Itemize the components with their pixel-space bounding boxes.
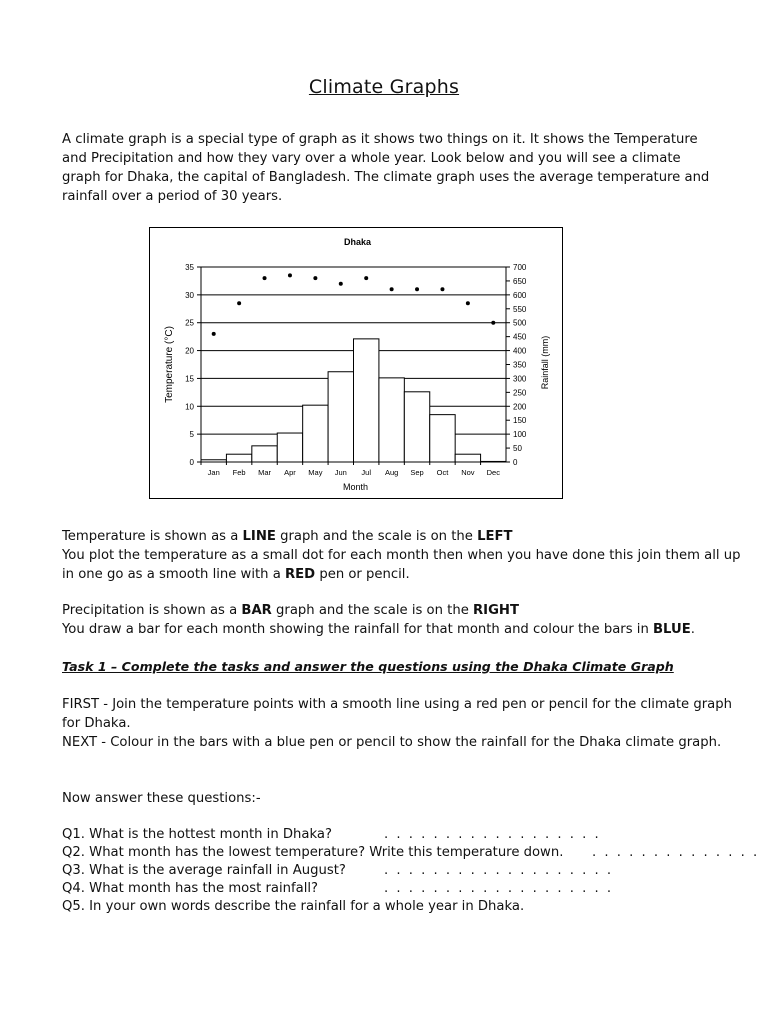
answer-line: . . . . . . . . . . . . . .: [592, 845, 760, 860]
x-tick-label: Sep: [410, 468, 424, 477]
right-tick-label: 350: [513, 360, 527, 370]
rainfall-bar: [328, 372, 353, 462]
x-tick-label: Jul: [361, 468, 372, 477]
temperature-point: [491, 321, 495, 325]
intro-paragraph: A climate graph is a special type of graph as it shows two things on it. It shows the Temperature and Precipitation and how they vary over a whole year. Look below and you will see a climate graph for Dhaka, the capital of Bangladesh. The climate graph uses the average temperature and rainfall over a period of 30 years.: [62, 132, 710, 204]
x-tick-label: May: [308, 468, 323, 477]
temperature-point: [212, 332, 216, 336]
x-tick-label: Mar: [258, 468, 272, 477]
answer-line: . . . . . . . . . . . . . . . . . . .: [384, 881, 614, 896]
temperature-point: [237, 301, 241, 305]
temperature-point: [466, 301, 470, 305]
question-4: Q4. What month has the most rainfall? . . . . . . . . . . . . . . . . . . .: [62, 881, 614, 896]
rainfall-bar: [277, 433, 302, 462]
rainfall-bar: [226, 454, 251, 462]
right-tick-label: 400: [513, 346, 527, 356]
question-3: Q3. What is the average rainfall in August? . . . . . . . . . . . . . . . . . . .: [62, 863, 614, 878]
x-tick-label: Dec: [486, 468, 500, 477]
temperature-point: [415, 287, 419, 291]
left-tick-label: 35: [185, 263, 194, 272]
precipitation-instructions: [62, 601, 742, 639]
right-tick-label: 450: [513, 332, 527, 342]
first-step: FIRST - Join the temperature points with a smooth line using a red pen or pencil for the climate graph for Dhaka.: [62, 697, 732, 731]
x-tick-label: Jan: [207, 468, 220, 477]
questions-intro: Now answer these questions:-: [62, 791, 261, 806]
temperature-point: [313, 276, 317, 280]
rainfall-bar: [430, 415, 455, 462]
question-5: Q5. In your own words describe the rainfall for a whole year in Dhaka.: [62, 899, 525, 914]
left-tick-label: 0: [189, 458, 194, 467]
left-axis-label: Temperature (°C): [164, 326, 175, 403]
x-tick-label: Feb: [232, 468, 246, 477]
rainfall-bar: [455, 454, 480, 462]
right-tick-label: 600: [513, 290, 527, 300]
x-tick-label: Jun: [334, 468, 347, 477]
rainfall-bar: [354, 339, 379, 462]
temperature-point: [263, 276, 267, 280]
temperature-line-1: Temperature is shown as a LINE graph and the scale is on the LEFT: [62, 529, 513, 544]
right-tick-label: 650: [513, 276, 527, 286]
climate-graph: [149, 227, 563, 499]
right-tick-label: 0: [513, 458, 518, 467]
chart-title: Dhaka: [343, 237, 372, 247]
right-tick-label: 550: [513, 304, 527, 314]
right-axis-label: Rainfall (mm): [540, 335, 550, 390]
rainfall-bar: [303, 405, 328, 462]
climate-graph-svg: [150, 228, 564, 500]
temperature-instructions: [62, 527, 742, 584]
temperature-point: [364, 276, 368, 280]
temperature-point: [440, 287, 444, 291]
left-tick-label: 20: [185, 346, 194, 356]
rainfall-bar: [404, 392, 429, 462]
precipitation-line-1: Precipitation is shown as a BAR graph and the scale is on the RIGHT: [62, 603, 519, 618]
task-heading: Task 1 – Complete the tasks and answer the questions using the Dhaka Climate Graph: [62, 659, 674, 674]
left-tick-label: 30: [185, 290, 194, 300]
page-title: Climate Graphs: [308, 76, 460, 98]
x-tick-label: Apr: [284, 468, 296, 477]
right-tick-label: 50: [513, 444, 522, 454]
questions-list: [62, 826, 760, 916]
answer-line: . . . . . . . . . . . . . . . . . .: [384, 827, 601, 842]
temperature-point: [288, 273, 292, 277]
right-tick-label: 700: [513, 263, 527, 272]
right-tick-label: 150: [513, 416, 527, 426]
right-tick-label: 200: [513, 402, 527, 412]
task-steps: [62, 695, 742, 752]
left-tick-label: 25: [185, 318, 194, 328]
left-tick-label: 10: [185, 402, 194, 412]
x-tick-label: Oct: [436, 468, 449, 477]
rainfall-bar: [252, 446, 277, 462]
left-tick-label: 15: [185, 374, 194, 384]
rainfall-bar: [379, 378, 404, 462]
right-tick-label: 500: [513, 318, 527, 328]
next-step: NEXT - Colour in the bars with a blue pen or pencil to show the rainfall for the Dhaka climate graph.: [62, 735, 722, 750]
precipitation-line-2: You draw a bar for each month showing the rainfall for that month and colour the bars in BLUE.: [62, 622, 695, 637]
answer-line: . . . . . . . . . . . . . . . . . . .: [384, 863, 614, 878]
temperature-point: [339, 282, 343, 286]
x-tick-label: Nov: [461, 468, 475, 477]
temperature-point: [390, 287, 394, 291]
question-1: Q1. What is the hottest month in Dhaka? . . . . . . . . . . . . . . . . . .: [62, 827, 601, 842]
x-axis-label: Month: [342, 482, 369, 492]
temperature-line-2: You plot the temperature as a small dot for each month then when you have done this join them all up in one go as a smooth line with a RED pen or pencil.: [62, 548, 741, 582]
question-2: Q2. What month has the lowest temperature? Write this temperature down. . . . . . . . . . . . . . .: [62, 845, 760, 860]
right-tick-label: 250: [513, 388, 527, 398]
left-tick-label: 5: [189, 430, 194, 440]
x-tick-label: Aug: [384, 468, 399, 477]
right-tick-label: 300: [513, 374, 527, 384]
right-tick-label: 100: [513, 430, 527, 440]
